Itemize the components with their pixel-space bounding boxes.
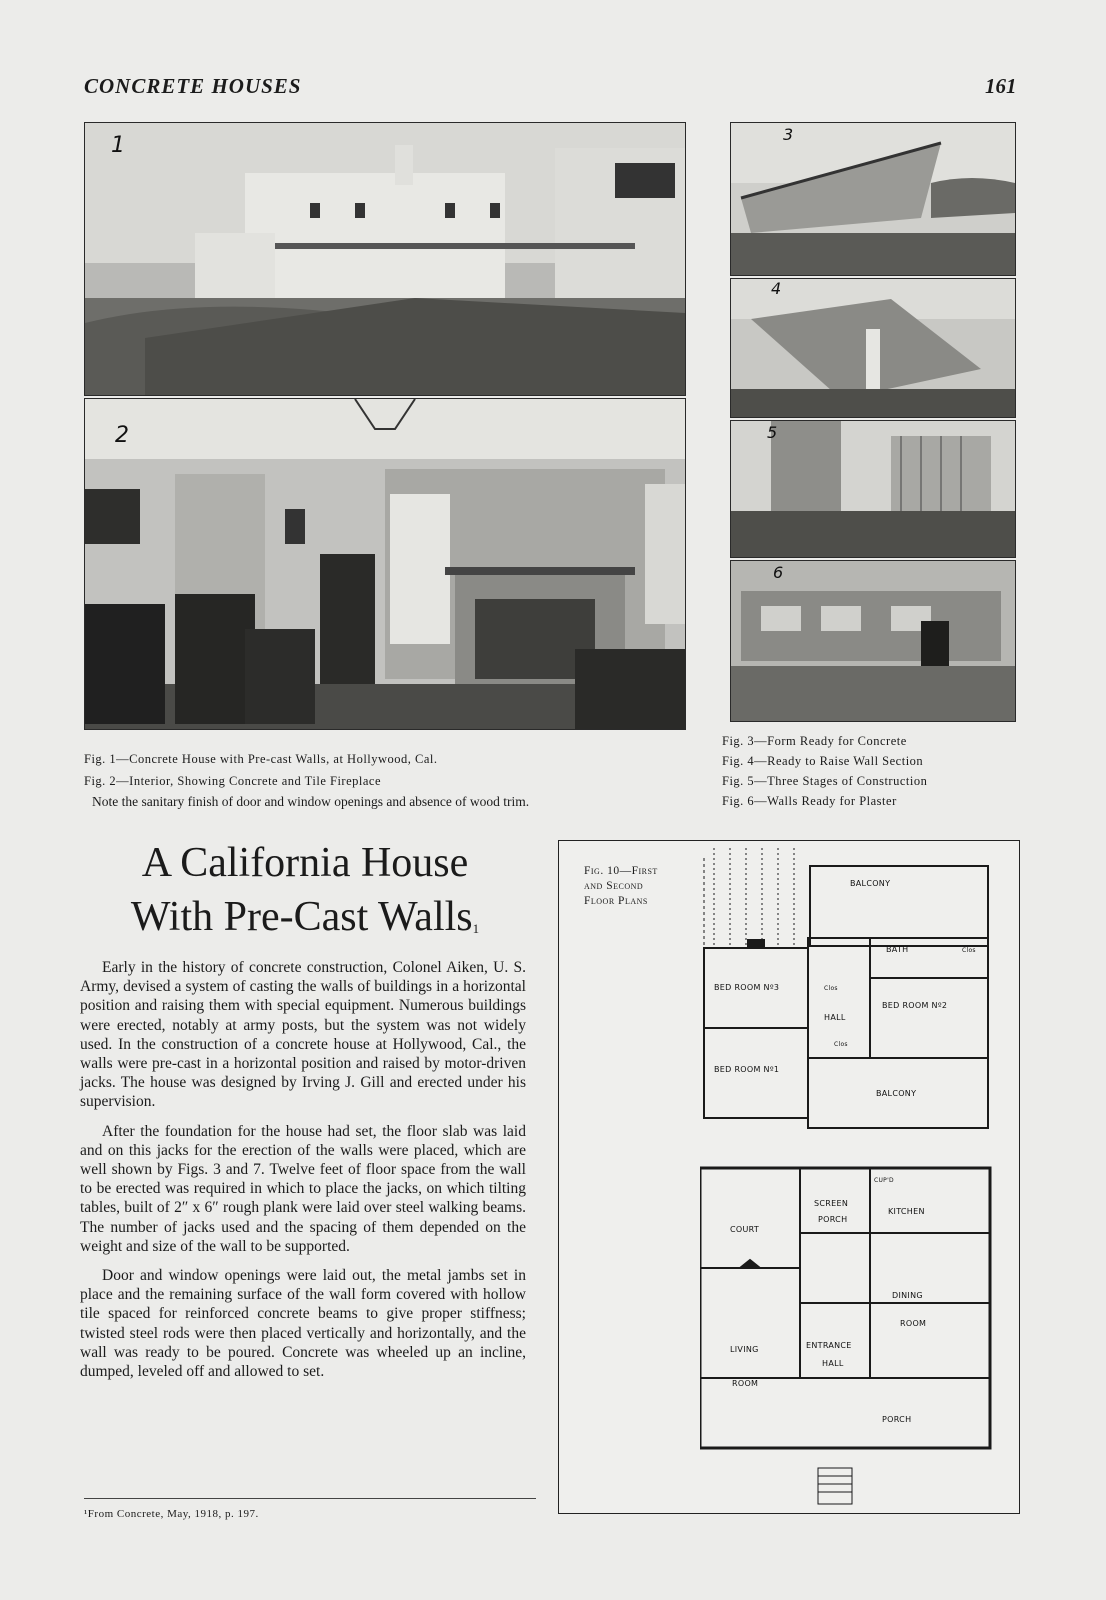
fig6-label: 6: [773, 563, 784, 582]
plan-room-bed2: BED ROOM Nº2: [882, 1001, 948, 1010]
plan-room-bath: BATH: [886, 945, 909, 954]
plan-caption-line3: Floor Plans: [584, 895, 648, 907]
plan-room-dining-2: ROOM: [900, 1319, 927, 1328]
title-line-2-text: With Pre-Cast Walls: [130, 894, 473, 940]
floor-plan-drawing: [700, 848, 1000, 1508]
photo-fig4-raise: [730, 278, 1016, 418]
title-footnote-mark: 1: [472, 921, 480, 936]
caption-fig6: Fig. 6—Walls Ready for Plaster: [722, 794, 897, 808]
plan-room-hall: HALL: [824, 1013, 846, 1022]
article-body: [80, 958, 526, 1391]
plan-caption-line2: and Second: [584, 880, 644, 892]
photo-fig3-form: [730, 122, 1016, 276]
photo-fig2-interior: [84, 398, 686, 730]
plan-room-kitchen: KITCHEN: [888, 1207, 925, 1216]
article-title: [80, 836, 530, 944]
plan-caption-line1: Fig. 10—First: [584, 865, 658, 877]
caption-fig2: Fig. 2—Interior, Showing Concrete and Tile Fireplace: [84, 774, 381, 788]
plan-room-screen: SCREEN: [814, 1199, 849, 1208]
title-line-2: [80, 890, 530, 944]
fig4-label: 4: [771, 279, 782, 298]
plan-room-bed3: BED ROOM Nº3: [714, 983, 780, 992]
plan-room-dining-1: DINING: [892, 1291, 923, 1300]
paragraph: Early in the history of concrete construction, Colonel Aiken, U. S. Army, devised a system of casting the walls of buildings in a horizontal position and raising them with special equipment. Numerous buildings were erected, notably at army posts, but the system was not widely used. In the construction of a concrete house at Hollywood, Cal., the walls were pre-cast in a horizontal position and raised by motor-driven jacks. The house was designed by Irving J. Gill and erected under his supervision.: [80, 959, 526, 1111]
plan-room-balcony-top: BALCONY: [850, 879, 891, 888]
paragraph: Door and window openings were laid out, the metal jambs set in place and the remaining surface of the wall form covered with hollow tile spaced for reinforced concrete beams to give proper stiffness; twisted steel rods were then placed vertically and horizontally, and the wall was ready to be poured. Concrete was wheeled up an incline, dumped, leveled off and allowed to set.: [80, 1267, 526, 1381]
plan-room-clos-1: Clos: [962, 947, 976, 954]
plan-room-entrance-1: ENTRANCE: [806, 1341, 852, 1350]
floor-plan-caption: [584, 864, 658, 909]
plan-room-living-1: LIVING: [730, 1345, 759, 1354]
plan-room-porch: PORCH: [882, 1415, 912, 1424]
caption-fig5: Fig. 5—Three Stages of Construction: [722, 774, 928, 788]
plan-room-court: COURT: [730, 1225, 760, 1234]
fig1-label: 1: [111, 133, 125, 158]
plan-room-cupboard: CUP'D: [874, 1177, 894, 1184]
plan-room-entrance-2: HALL: [822, 1359, 844, 1368]
caption-note: Note the sanitary finish of door and window openings and absence of wood trim.: [92, 794, 530, 809]
plan-room-balcony-bottom: BALCONY: [876, 1089, 917, 1098]
plan-room-bed1: BED ROOM Nº1: [714, 1065, 780, 1074]
page-number: 161: [985, 74, 1017, 98]
photo-fig1-exterior: [84, 122, 686, 396]
plan-room-clos-2: Clos: [824, 985, 838, 992]
fig3-label: 3: [783, 125, 794, 144]
running-title: CONCRETE HOUSES: [84, 74, 302, 98]
caption-fig1: Fig. 1—Concrete House with Pre-cast Walls, at Hollywood, Cal.: [84, 752, 438, 766]
fig2-label: 2: [115, 423, 129, 448]
fig5-label: 5: [767, 423, 778, 442]
caption-fig4: Fig. 4—Ready to Raise Wall Section: [722, 754, 924, 768]
photo-fig5-stages: [730, 420, 1016, 558]
caption-fig3: Fig. 3—Form Ready for Concrete: [722, 734, 907, 748]
plan-room-living-2: ROOM: [732, 1379, 759, 1388]
photo-fig6-walls: [730, 560, 1016, 722]
plan-room-clos-3: Clos: [834, 1041, 848, 1048]
title-line-1: A California House: [141, 840, 469, 886]
plan-room-screen-porch: PORCH: [818, 1215, 848, 1224]
footnote-rule: [84, 1498, 536, 1499]
paragraph: After the foundation for the house had set, the floor slab was laid and on this jacks for the erection of the walls were placed, which are well shown by Figs. 3 and 7. Twelve feet of floor space from the wall to be erected was required in which to place the jacks, on which tilting tables, built of 2″ x 6″ rough plank were laid over steel walking beams. The number of jacks used and the spacing of them depended on the weight and size of the wall to be supported.: [80, 1122, 526, 1255]
footnote: ¹From Concrete, May, 1918, p. 197.: [84, 1508, 259, 1520]
